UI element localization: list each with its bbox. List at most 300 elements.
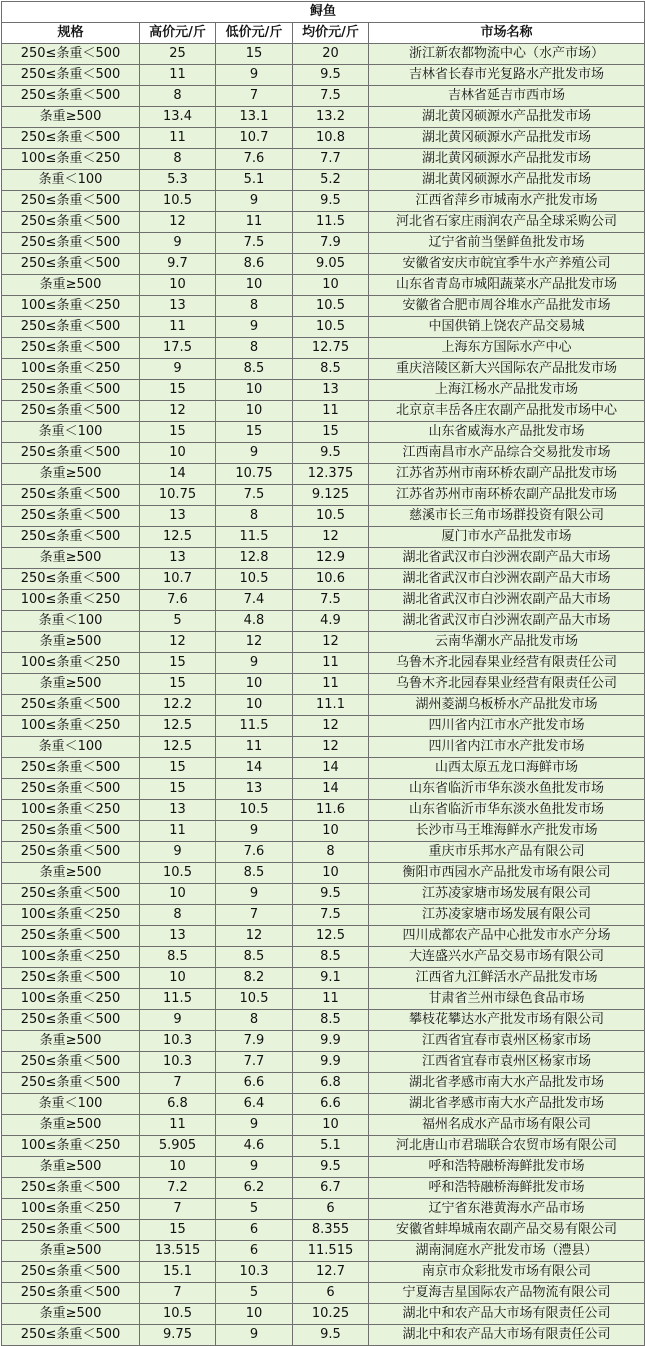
cell-spec: 250≤条重＜500 — [2, 401, 140, 422]
cell-spec: 100≤条重＜250 — [2, 905, 140, 926]
cell-low-price: 7 — [216, 86, 293, 107]
table-row — [2, 800, 645, 821]
cell-market-name: 江西省萍乡市城南水产批发市场 — [369, 191, 645, 212]
table-row — [2, 527, 645, 548]
cell-market-name: 上海江杨水产品批发市场 — [369, 380, 645, 401]
cell-spec: 250≤条重＜500 — [2, 926, 140, 947]
cell-avg-price: 11.5 — [293, 212, 369, 233]
cell-high-price: 12.5 — [140, 737, 216, 758]
cell-high-price: 10 — [140, 443, 216, 464]
cell-high-price: 10 — [140, 884, 216, 905]
table-row — [2, 443, 645, 464]
cell-market-name: 山东省临沂市华东淡水鱼批发市场 — [369, 779, 645, 800]
cell-spec: 250≤条重＜500 — [2, 65, 140, 86]
cell-avg-price: 7.5 — [293, 590, 369, 611]
cell-high-price: 10.5 — [140, 191, 216, 212]
table-row — [2, 1157, 645, 1178]
cell-avg-price: 9.05 — [293, 254, 369, 275]
table-row — [2, 905, 645, 926]
cell-low-price: 12 — [216, 926, 293, 947]
cell-high-price: 10.75 — [140, 485, 216, 506]
cell-high-price: 10.3 — [140, 1052, 216, 1073]
cell-low-price: 9 — [216, 1157, 293, 1178]
cell-spec: 条重≥500 — [2, 275, 140, 296]
cell-avg-price: 11 — [293, 989, 369, 1010]
cell-avg-price: 9.5 — [293, 65, 369, 86]
cell-high-price: 11 — [140, 65, 216, 86]
cell-low-price: 9 — [216, 821, 293, 842]
cell-high-price: 15 — [140, 653, 216, 674]
table-title: 鲟鱼 — [2, 2, 645, 23]
cell-spec: 250≤条重＜500 — [2, 842, 140, 863]
cell-market-name: 山东省青岛市城阳蔬菜水产品批发市场 — [369, 275, 645, 296]
cell-market-name: 江苏省苏州市南环桥农副产品批发市场 — [369, 485, 645, 506]
cell-market-name: 云南华潮水产品批发市场 — [369, 632, 645, 653]
cell-high-price: 9 — [140, 842, 216, 863]
cell-high-price: 12.2 — [140, 695, 216, 716]
table-row — [2, 842, 645, 863]
cell-spec: 250≤条重＜500 — [2, 968, 140, 989]
table-row — [2, 1073, 645, 1094]
cell-spec: 250≤条重＜500 — [2, 191, 140, 212]
cell-avg-price: 10 — [293, 863, 369, 884]
cell-high-price: 25 — [140, 44, 216, 65]
table-row — [2, 65, 645, 86]
table-row — [2, 317, 645, 338]
cell-spec: 条重≥500 — [2, 863, 140, 884]
cell-avg-price: 12 — [293, 632, 369, 653]
cell-low-price: 5 — [216, 1283, 293, 1304]
cell-low-price: 10 — [216, 401, 293, 422]
cell-market-name: 江西南昌市水产品综合交易批发市场 — [369, 443, 645, 464]
cell-market-name: 河北唐山市君瑞联合农贸市场有限公司 — [369, 1136, 645, 1157]
cell-market-name: 辽宁省前当堡鲜鱼批发市场 — [369, 233, 645, 254]
table-row — [2, 569, 645, 590]
cell-low-price: 14 — [216, 758, 293, 779]
cell-avg-price: 6.8 — [293, 1073, 369, 1094]
cell-avg-price: 10 — [293, 821, 369, 842]
cell-avg-price: 15 — [293, 422, 369, 443]
cell-market-name: 山东省临沂市华东淡水鱼批发市场 — [369, 800, 645, 821]
cell-high-price: 9.7 — [140, 254, 216, 275]
cell-avg-price: 11 — [293, 653, 369, 674]
cell-high-price: 11 — [140, 317, 216, 338]
cell-high-price: 10.7 — [140, 569, 216, 590]
cell-avg-price: 6 — [293, 1283, 369, 1304]
table-row — [2, 1325, 645, 1346]
cell-low-price: 7.6 — [216, 842, 293, 863]
cell-low-price: 12.8 — [216, 548, 293, 569]
cell-avg-price: 12.9 — [293, 548, 369, 569]
cell-high-price: 9.75 — [140, 1325, 216, 1346]
cell-low-price: 8.5 — [216, 359, 293, 380]
cell-low-price: 12 — [216, 632, 293, 653]
table-row — [2, 1178, 645, 1199]
cell-high-price: 5 — [140, 611, 216, 632]
cell-spec: 250≤条重＜500 — [2, 779, 140, 800]
cell-low-price: 10 — [216, 275, 293, 296]
cell-spec: 条重≥500 — [2, 548, 140, 569]
table-row — [2, 1304, 645, 1325]
cell-high-price: 13 — [140, 548, 216, 569]
table-row — [2, 632, 645, 653]
cell-avg-price: 9.5 — [293, 1157, 369, 1178]
cell-spec: 条重≥500 — [2, 1115, 140, 1136]
cell-market-name: 浙江新农都物流中心（水产市场） — [369, 44, 645, 65]
table-row — [2, 947, 645, 968]
cell-high-price: 17.5 — [140, 338, 216, 359]
table-row — [2, 338, 645, 359]
cell-spec: 250≤条重＜500 — [2, 254, 140, 275]
cell-high-price: 9 — [140, 233, 216, 254]
cell-market-name: 南京市众彩批发市场有限公司 — [369, 1262, 645, 1283]
cell-avg-price: 9.5 — [293, 443, 369, 464]
table-row — [2, 1220, 645, 1241]
cell-market-name: 长沙市马王堆海鲜水产批发市场 — [369, 821, 645, 842]
cell-spec: 条重≥500 — [2, 1031, 140, 1052]
cell-low-price: 8 — [216, 506, 293, 527]
price-table — [1, 1, 645, 1346]
table-row — [2, 611, 645, 632]
cell-low-price: 6 — [216, 1220, 293, 1241]
cell-low-price: 8.2 — [216, 968, 293, 989]
table-row — [2, 44, 645, 65]
cell-spec: 250≤条重＜500 — [2, 1283, 140, 1304]
cell-market-name: 湖北黄冈硕源水产品批发市场 — [369, 149, 645, 170]
cell-spec: 100≤条重＜250 — [2, 149, 140, 170]
cell-low-price: 10.5 — [216, 569, 293, 590]
cell-avg-price: 11.515 — [293, 1241, 369, 1262]
table-row — [2, 590, 645, 611]
cell-high-price: 8.5 — [140, 947, 216, 968]
cell-high-price: 10 — [140, 968, 216, 989]
cell-low-price: 10.5 — [216, 800, 293, 821]
cell-spec: 250≤条重＜500 — [2, 758, 140, 779]
cell-avg-price: 6 — [293, 1199, 369, 1220]
cell-spec: 100≤条重＜250 — [2, 296, 140, 317]
cell-avg-price: 12.375 — [293, 464, 369, 485]
cell-high-price: 7 — [140, 1283, 216, 1304]
cell-high-price: 9 — [140, 1010, 216, 1031]
table-row — [2, 737, 645, 758]
cell-low-price: 15 — [216, 422, 293, 443]
table-row — [2, 380, 645, 401]
cell-spec: 100≤条重＜250 — [2, 1136, 140, 1157]
cell-market-name: 攀枝花攀达水产批发市场有限公司 — [369, 1010, 645, 1031]
table-row — [2, 149, 645, 170]
cell-high-price: 15 — [140, 674, 216, 695]
table-row — [2, 212, 645, 233]
cell-high-price: 7 — [140, 1073, 216, 1094]
cell-low-price: 10.75 — [216, 464, 293, 485]
cell-market-name: 湖北黄冈硕源水产品批发市场 — [369, 128, 645, 149]
cell-avg-price: 7.7 — [293, 149, 369, 170]
cell-avg-price: 5.1 — [293, 1136, 369, 1157]
cell-low-price: 9 — [216, 443, 293, 464]
cell-spec: 条重≥500 — [2, 1304, 140, 1325]
cell-spec: 100≤条重＜250 — [2, 359, 140, 380]
cell-market-name: 河北省石家庄雨润农产品全球采购公司 — [369, 212, 645, 233]
cell-market-name: 湖北中和农产品大市场有限责任公司 — [369, 1325, 645, 1346]
cell-avg-price: 10.5 — [293, 317, 369, 338]
cell-spec: 250≤条重＜500 — [2, 506, 140, 527]
table-row — [2, 401, 645, 422]
cell-market-name: 重庆涪陵区新大兴国际农产品批发市场 — [369, 359, 645, 380]
table-row — [2, 821, 645, 842]
header-high-price: 高价元/斤 — [140, 23, 216, 44]
cell-market-name: 湖北黄冈硕源水产品批发市场 — [369, 170, 645, 191]
cell-spec: 250≤条重＜500 — [2, 527, 140, 548]
cell-avg-price: 10.6 — [293, 569, 369, 590]
cell-market-name: 湖北省孝感市南大水产品批发市场 — [369, 1094, 645, 1115]
cell-avg-price: 12 — [293, 716, 369, 737]
cell-avg-price: 20 — [293, 44, 369, 65]
cell-low-price: 8 — [216, 1010, 293, 1031]
cell-avg-price: 9.5 — [293, 191, 369, 212]
cell-spec: 250≤条重＜500 — [2, 338, 140, 359]
cell-low-price: 10.3 — [216, 1262, 293, 1283]
cell-high-price: 15 — [140, 758, 216, 779]
cell-spec: 250≤条重＜500 — [2, 884, 140, 905]
table-row — [2, 1094, 645, 1115]
cell-high-price: 15 — [140, 779, 216, 800]
cell-high-price: 13.515 — [140, 1241, 216, 1262]
cell-spec: 250≤条重＜500 — [2, 86, 140, 107]
header-row — [2, 23, 645, 44]
cell-low-price: 9 — [216, 653, 293, 674]
cell-avg-price: 8.5 — [293, 1010, 369, 1031]
cell-market-name: 乌鲁木齐北园春果业经营有限责任公司 — [369, 653, 645, 674]
cell-avg-price: 7.5 — [293, 905, 369, 926]
table-row — [2, 233, 645, 254]
cell-market-name: 宁夏海吉星国际农产品物流有限公司 — [369, 1283, 645, 1304]
cell-low-price: 9 — [216, 65, 293, 86]
cell-avg-price: 13.2 — [293, 107, 369, 128]
table-row — [2, 989, 645, 1010]
cell-avg-price: 8 — [293, 842, 369, 863]
cell-market-name: 湖南洞庭水产批发市场（澧县） — [369, 1241, 645, 1262]
cell-low-price: 10 — [216, 674, 293, 695]
table-row — [2, 86, 645, 107]
table-row — [2, 296, 645, 317]
cell-low-price: 9 — [216, 191, 293, 212]
cell-avg-price: 9.5 — [293, 1325, 369, 1346]
cell-spec: 250≤条重＜500 — [2, 1052, 140, 1073]
cell-avg-price: 14 — [293, 758, 369, 779]
cell-high-price: 13 — [140, 800, 216, 821]
cell-avg-price: 11 — [293, 401, 369, 422]
cell-low-price: 7.5 — [216, 233, 293, 254]
cell-spec: 250≤条重＜500 — [2, 1010, 140, 1031]
cell-market-name: 吉林省长春市光复路水产批发市场 — [369, 65, 645, 86]
cell-low-price: 4.6 — [216, 1136, 293, 1157]
cell-high-price: 8 — [140, 86, 216, 107]
table-row — [2, 359, 645, 380]
cell-low-price: 11 — [216, 212, 293, 233]
cell-avg-price: 11 — [293, 674, 369, 695]
table-row — [2, 716, 645, 737]
cell-market-name: 江苏凌家塘市场发展有限公司 — [369, 884, 645, 905]
cell-spec: 条重≥500 — [2, 674, 140, 695]
cell-low-price: 11 — [216, 737, 293, 758]
table-row — [2, 275, 645, 296]
cell-spec: 250≤条重＜500 — [2, 44, 140, 65]
cell-low-price: 6.4 — [216, 1094, 293, 1115]
cell-high-price: 9 — [140, 359, 216, 380]
cell-avg-price: 13 — [293, 380, 369, 401]
cell-high-price: 11.5 — [140, 989, 216, 1010]
table-row — [2, 863, 645, 884]
cell-avg-price: 10.25 — [293, 1304, 369, 1325]
cell-spec: 100≤条重＜250 — [2, 716, 140, 737]
cell-high-price: 15 — [140, 422, 216, 443]
cell-low-price: 7.7 — [216, 1052, 293, 1073]
cell-spec: 条重≥500 — [2, 1241, 140, 1262]
table-row — [2, 506, 645, 527]
cell-market-name: 湖北省武汉市白沙洲农副产品大市场 — [369, 569, 645, 590]
cell-low-price: 7.4 — [216, 590, 293, 611]
cell-market-name: 呼和浩特融桥海鲜批发市场 — [369, 1157, 645, 1178]
cell-market-name: 四川省内江市水产批发市场 — [369, 737, 645, 758]
cell-high-price: 10.5 — [140, 863, 216, 884]
cell-low-price: 10 — [216, 695, 293, 716]
cell-market-name: 四川省内江市水产批发市场 — [369, 716, 645, 737]
table-row — [2, 464, 645, 485]
header-market-name: 市场名称 — [369, 23, 645, 44]
table-row — [2, 548, 645, 569]
cell-spec: 100≤条重＜250 — [2, 1199, 140, 1220]
header-spec: 规格 — [2, 23, 140, 44]
cell-market-name: 山西太原五龙口海鲜市场 — [369, 758, 645, 779]
cell-market-name: 甘肃省兰州市绿色食品市场 — [369, 989, 645, 1010]
cell-spec: 250≤条重＜500 — [2, 212, 140, 233]
cell-high-price: 12.5 — [140, 527, 216, 548]
cell-low-price: 6.6 — [216, 1073, 293, 1094]
cell-market-name: 江苏凌家塘市场发展有限公司 — [369, 905, 645, 926]
table-row — [2, 1241, 645, 1262]
cell-low-price: 10 — [216, 1304, 293, 1325]
cell-high-price: 12 — [140, 401, 216, 422]
table-row — [2, 1052, 645, 1073]
cell-low-price: 11.5 — [216, 527, 293, 548]
cell-spec: 100≤条重＜250 — [2, 590, 140, 611]
table-body — [2, 44, 645, 1346]
cell-high-price: 10 — [140, 275, 216, 296]
header-avg-price: 均价元/斤 — [293, 23, 369, 44]
table-row — [2, 1262, 645, 1283]
cell-low-price: 7.6 — [216, 149, 293, 170]
cell-high-price: 15 — [140, 1220, 216, 1241]
cell-market-name: 大连盛兴水产品交易市场有限公司 — [369, 947, 645, 968]
cell-market-name: 江西省九江鲜活水产品批发市场 — [369, 968, 645, 989]
cell-avg-price: 9.9 — [293, 1052, 369, 1073]
cell-high-price: 7.2 — [140, 1178, 216, 1199]
table-row — [2, 926, 645, 947]
cell-market-name: 湖北黄冈硕源水产品批发市场 — [369, 107, 645, 128]
cell-avg-price: 11.6 — [293, 800, 369, 821]
table-row — [2, 1031, 645, 1052]
cell-high-price: 15.1 — [140, 1262, 216, 1283]
table-row — [2, 653, 645, 674]
cell-high-price: 12.5 — [140, 716, 216, 737]
cell-spec: 条重≥500 — [2, 464, 140, 485]
cell-high-price: 12 — [140, 212, 216, 233]
title-row — [2, 2, 645, 23]
cell-low-price: 8.5 — [216, 947, 293, 968]
table-row — [2, 779, 645, 800]
cell-low-price: 9 — [216, 317, 293, 338]
cell-avg-price: 7.5 — [293, 86, 369, 107]
cell-low-price: 7.5 — [216, 485, 293, 506]
table-row — [2, 170, 645, 191]
cell-low-price: 7 — [216, 905, 293, 926]
cell-market-name: 重庆市乐邦水产品有限公司 — [369, 842, 645, 863]
cell-low-price: 5.1 — [216, 170, 293, 191]
cell-avg-price: 6.6 — [293, 1094, 369, 1115]
cell-avg-price: 14 — [293, 779, 369, 800]
cell-low-price: 13.1 — [216, 107, 293, 128]
cell-market-name: 江苏省苏州市南环桥农副产品批发市场 — [369, 464, 645, 485]
cell-low-price: 5 — [216, 1199, 293, 1220]
cell-high-price: 10.3 — [140, 1031, 216, 1052]
cell-avg-price: 7.9 — [293, 233, 369, 254]
cell-low-price: 9 — [216, 1115, 293, 1136]
header-low-price: 低价元/斤 — [216, 23, 293, 44]
cell-low-price: 6.2 — [216, 1178, 293, 1199]
cell-low-price: 9 — [216, 1325, 293, 1346]
table-row — [2, 884, 645, 905]
cell-low-price: 15 — [216, 44, 293, 65]
cell-spec: 100≤条重＜250 — [2, 800, 140, 821]
cell-high-price: 6.8 — [140, 1094, 216, 1115]
cell-low-price: 8.5 — [216, 863, 293, 884]
cell-spec: 100≤条重＜250 — [2, 947, 140, 968]
cell-spec: 250≤条重＜500 — [2, 1262, 140, 1283]
cell-high-price: 11 — [140, 821, 216, 842]
cell-low-price: 10.5 — [216, 989, 293, 1010]
cell-market-name: 江西省宜春市袁州区杨家市场 — [369, 1031, 645, 1052]
cell-avg-price: 12 — [293, 737, 369, 758]
cell-high-price: 10 — [140, 1157, 216, 1178]
cell-low-price: 8.6 — [216, 254, 293, 275]
cell-low-price: 8 — [216, 296, 293, 317]
cell-market-name: 湖北中和农产品大市场有限责任公司 — [369, 1304, 645, 1325]
table-row — [2, 107, 645, 128]
table-row — [2, 1010, 645, 1031]
table-row — [2, 968, 645, 989]
cell-spec: 条重＜100 — [2, 737, 140, 758]
cell-spec: 250≤条重＜500 — [2, 1073, 140, 1094]
cell-market-name: 四川成都农产品中心批发市水产分场 — [369, 926, 645, 947]
cell-spec: 250≤条重＜500 — [2, 1220, 140, 1241]
cell-low-price: 11.5 — [216, 716, 293, 737]
cell-high-price: 12 — [140, 632, 216, 653]
cell-market-name: 慈溪市长三角市场群投资有限公司 — [369, 506, 645, 527]
cell-avg-price: 10.8 — [293, 128, 369, 149]
cell-high-price: 7 — [140, 1199, 216, 1220]
cell-spec: 250≤条重＜500 — [2, 569, 140, 590]
cell-spec: 250≤条重＜500 — [2, 1325, 140, 1346]
cell-high-price: 13 — [140, 506, 216, 527]
cell-spec: 条重≥500 — [2, 1157, 140, 1178]
cell-low-price: 7.9 — [216, 1031, 293, 1052]
cell-high-price: 5.3 — [140, 170, 216, 191]
cell-market-name: 辽宁省东港黄海水产品市场 — [369, 1199, 645, 1220]
cell-low-price: 8 — [216, 338, 293, 359]
cell-spec: 100≤条重＜250 — [2, 989, 140, 1010]
cell-spec: 条重＜100 — [2, 422, 140, 443]
cell-high-price: 5.905 — [140, 1136, 216, 1157]
